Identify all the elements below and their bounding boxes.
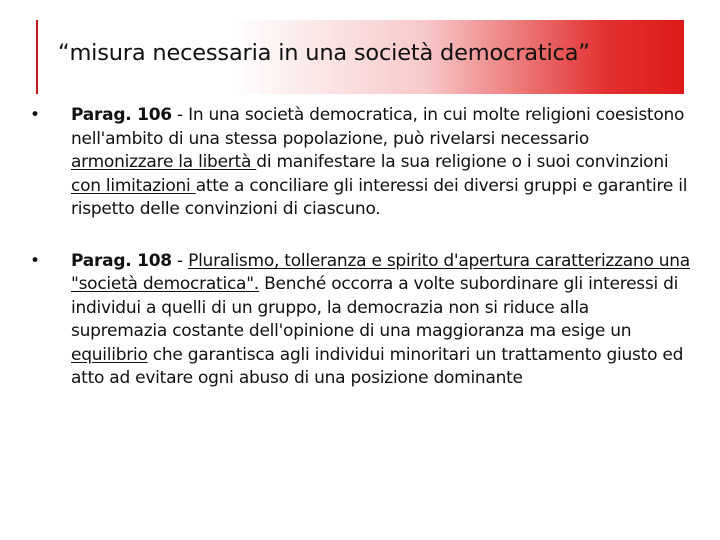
underlined-phrase: con limitazioni: [71, 175, 196, 196]
bullet-label: Parag. 108: [71, 250, 172, 271]
bullet-text: Benché occorra a volte subordinare gli interessi di individui a quelli di un gruppo, la democrazia non si riduce alla supremazia costante dell'opinione di una maggioranza ma esige un: [71, 274, 679, 341]
underlined-phrase: equilibrio: [71, 344, 148, 365]
bullet-parag-108: [30, 250, 690, 391]
bullet-text: atte a conciliare gli interessi dei diversi gruppi e garantire il rispetto delle convinzioni di ciascuno.: [71, 175, 688, 219]
bullet-text: che garantisca agli individui minoritari un trattamento giusto ed atto ad evitare ogni abuso di una posizione dominante: [71, 344, 684, 388]
bullet-list: [30, 104, 690, 391]
bullet-text: - In una società democratica, in cui molte religioni coesistono nell'ambito di una stessa popolazione, può rivelarsi necessario: [71, 105, 685, 149]
slide-title: “misura necessaria in una società democratica”: [58, 40, 590, 66]
bullet-dot-icon: •: [30, 105, 40, 125]
bullet-text: di manifestare la sua religione o i suoi convinzioni: [256, 152, 669, 172]
bullet-dot-icon: •: [30, 250, 40, 271]
underlined-phrase: Pluralismo, tolleranza e spirito d'apertura caratterizzano una "società democratica".: [71, 250, 690, 294]
bullet-label: Parag. 106: [71, 105, 172, 125]
bullet-text: -: [171, 250, 189, 271]
title-accent-line: [36, 20, 38, 94]
underlined-phrase: armonizzare la libertà: [71, 152, 257, 172]
bullet-parag-106: [30, 104, 690, 222]
